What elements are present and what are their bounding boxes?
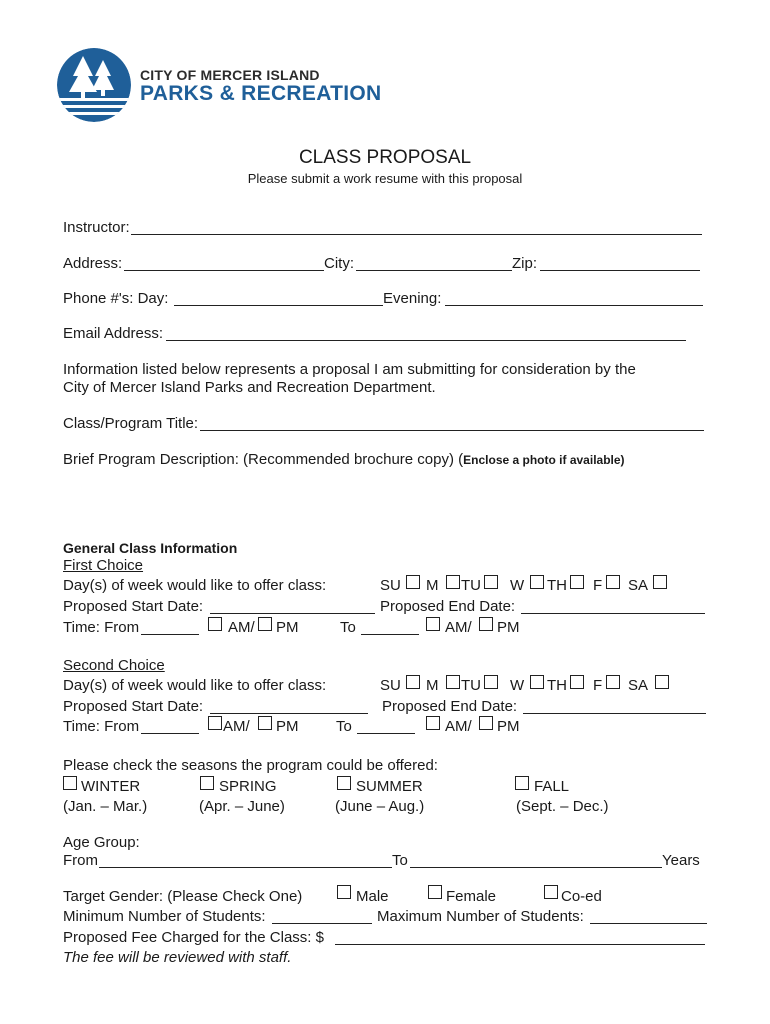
first-from-pm-label: PM	[276, 619, 299, 636]
first-start-field[interactable]	[210, 613, 375, 614]
second-choice-heading: Second Choice	[63, 657, 165, 674]
fee-note: The fee will be reviewed with staff.	[63, 949, 292, 966]
first-day-th: TH	[547, 577, 567, 594]
program-description-label	[63, 451, 625, 469]
second-time-from-field[interactable]	[141, 733, 199, 734]
fee-field[interactable]	[335, 944, 705, 945]
age-group-label: Age Group:	[63, 834, 140, 851]
fee-label: Proposed Fee Charged for the Class: $	[63, 929, 324, 946]
first-tu-checkbox[interactable]	[484, 575, 498, 589]
first-to-pm-checkbox[interactable]	[479, 617, 493, 631]
second-m-checkbox[interactable]	[446, 675, 460, 689]
male-label: Male	[356, 888, 389, 905]
second-day-m: M	[426, 677, 439, 694]
first-choice-heading: First Choice	[63, 557, 144, 574]
first-day-sa: SA	[628, 577, 649, 594]
city-label: City:	[324, 255, 354, 272]
second-w-checkbox[interactable]	[530, 675, 544, 689]
second-f-checkbox[interactable]	[606, 675, 620, 689]
city-field[interactable]	[356, 270, 512, 271]
first-m-checkbox[interactable]	[446, 575, 460, 589]
first-time-to-label: To	[340, 619, 356, 636]
winter-range: (Jan. – Mar.)	[63, 798, 148, 815]
address-label: Address:	[63, 255, 123, 272]
first-f-checkbox[interactable]	[606, 575, 620, 589]
second-end-label: Proposed End Date:	[382, 698, 518, 715]
description-text: Brief Program Description: (Recommended brochure copy) (	[63, 451, 464, 468]
phone-day-label: Phone #'s: Day:	[63, 290, 169, 307]
page-title: CLASS PROPOSAL	[298, 147, 472, 168]
second-start-field[interactable]	[210, 713, 368, 714]
program-title-label: Class/Program Title:	[63, 415, 199, 432]
winter-checkbox[interactable]	[63, 776, 77, 790]
age-to-field[interactable]	[410, 867, 662, 868]
first-from-pm-checkbox[interactable]	[258, 617, 272, 631]
max-students-label: Maximum Number of Students:	[377, 908, 584, 925]
second-end-field[interactable]	[523, 713, 706, 714]
address-field[interactable]	[124, 270, 324, 271]
second-day-su: SU	[380, 677, 401, 694]
first-w-checkbox[interactable]	[530, 575, 544, 589]
second-time-to-field[interactable]	[357, 733, 415, 734]
first-day-f: F	[593, 577, 603, 594]
gender-label: Target Gender: (Please Check One)	[63, 888, 303, 905]
zip-field[interactable]	[540, 270, 700, 271]
fall-label: FALL	[534, 778, 570, 795]
age-to-label: To	[392, 852, 408, 869]
second-from-am-checkbox[interactable]	[208, 716, 222, 730]
second-day-th: TH	[547, 677, 567, 694]
summer-checkbox[interactable]	[337, 776, 351, 790]
second-day-w: W	[510, 677, 525, 694]
coed-checkbox[interactable]	[544, 885, 558, 899]
first-from-am-checkbox[interactable]	[208, 617, 222, 631]
first-time-to-field[interactable]	[361, 634, 419, 635]
second-day-tu: TU	[461, 677, 481, 694]
first-time-from-label: Time: From	[63, 619, 140, 636]
second-to-pm-checkbox[interactable]	[479, 716, 493, 730]
spring-checkbox[interactable]	[200, 776, 214, 790]
first-day-w: W	[510, 577, 525, 594]
first-day-su: SU	[380, 577, 401, 594]
female-checkbox[interactable]	[428, 885, 442, 899]
second-tu-checkbox[interactable]	[484, 675, 498, 689]
description-note: Enclose a photo if available)	[463, 453, 625, 467]
min-students-label: Minimum Number of Students:	[63, 908, 266, 925]
second-days-label: Day(s) of week would like to offer class:	[63, 677, 327, 694]
second-time-from-label: Time: From	[63, 718, 140, 735]
first-day-m: M	[426, 577, 439, 594]
second-su-checkbox[interactable]	[406, 675, 420, 689]
second-from-pm-checkbox[interactable]	[258, 716, 272, 730]
second-to-am-checkbox[interactable]	[426, 716, 440, 730]
phone-day-field[interactable]	[174, 305, 383, 306]
page-subtitle: Please submit a work resume with this proposal	[247, 171, 523, 186]
age-from-label: From	[63, 852, 98, 869]
spring-label: SPRING	[219, 778, 277, 795]
second-th-checkbox[interactable]	[570, 675, 584, 689]
first-th-checkbox[interactable]	[570, 575, 584, 589]
first-days-label: Day(s) of week would like to offer class:	[63, 577, 327, 594]
first-to-am-checkbox[interactable]	[426, 617, 440, 631]
coed-label: Co-ed	[561, 888, 602, 905]
intro-line2: City of Mercer Island Parks and Recreation Department.	[63, 379, 436, 396]
parks-logo-icon	[55, 46, 133, 124]
spring-range: (Apr. – June)	[199, 798, 285, 815]
instructor-field[interactable]	[131, 234, 702, 235]
first-to-pm-label: PM	[497, 619, 520, 636]
program-title-field[interactable]	[200, 430, 704, 431]
second-from-am-label: AM/	[223, 718, 250, 735]
second-time-to-label: To	[336, 718, 352, 735]
first-time-from-field[interactable]	[141, 634, 199, 635]
second-day-f: F	[593, 677, 603, 694]
age-from-field[interactable]	[99, 867, 392, 868]
instructor-label: Instructor:	[63, 219, 130, 236]
summer-range: (June – Aug.)	[335, 798, 425, 815]
fall-checkbox[interactable]	[515, 776, 529, 790]
max-students-field[interactable]	[590, 923, 707, 924]
second-sa-checkbox[interactable]	[655, 675, 669, 689]
phone-evening-field[interactable]	[445, 305, 703, 306]
first-to-am-label: AM/	[445, 619, 472, 636]
org-name-line1: CITY OF MERCER ISLAND	[140, 67, 320, 83]
seasons-prompt: Please check the seasons the program could be offered:	[63, 757, 438, 774]
first-su-checkbox[interactable]	[406, 575, 420, 589]
second-to-am-label: AM/	[445, 718, 472, 735]
min-students-field[interactable]	[272, 923, 372, 924]
intro-line1: Information listed below represents a proposal I am submitting for consideration by the	[63, 361, 636, 378]
second-start-label: Proposed Start Date:	[63, 698, 204, 715]
first-start-label: Proposed Start Date:	[63, 598, 204, 615]
second-to-pm-label: PM	[497, 718, 520, 735]
age-years-label: Years	[662, 852, 700, 869]
evening-label: Evening:	[383, 290, 442, 307]
first-sa-checkbox[interactable]	[653, 575, 667, 589]
email-field[interactable]	[166, 340, 686, 341]
second-day-sa: SA	[628, 677, 649, 694]
second-from-pm-label: PM	[276, 718, 299, 735]
first-end-label: Proposed End Date:	[380, 598, 516, 615]
first-from-am-label: AM/	[228, 619, 255, 636]
zip-label: Zip:	[512, 255, 538, 272]
male-checkbox[interactable]	[337, 885, 351, 899]
general-heading: General Class Information	[63, 540, 238, 556]
first-day-tu: TU	[461, 577, 481, 594]
summer-label: SUMMER	[356, 778, 423, 795]
first-end-field[interactable]	[521, 613, 705, 614]
fall-range: (Sept. – Dec.)	[516, 798, 609, 815]
winter-label: WINTER	[81, 778, 141, 795]
org-name-line2: PARKS & RECREATION	[140, 82, 382, 105]
email-label: Email Address:	[63, 325, 164, 342]
female-label: Female	[446, 888, 497, 905]
